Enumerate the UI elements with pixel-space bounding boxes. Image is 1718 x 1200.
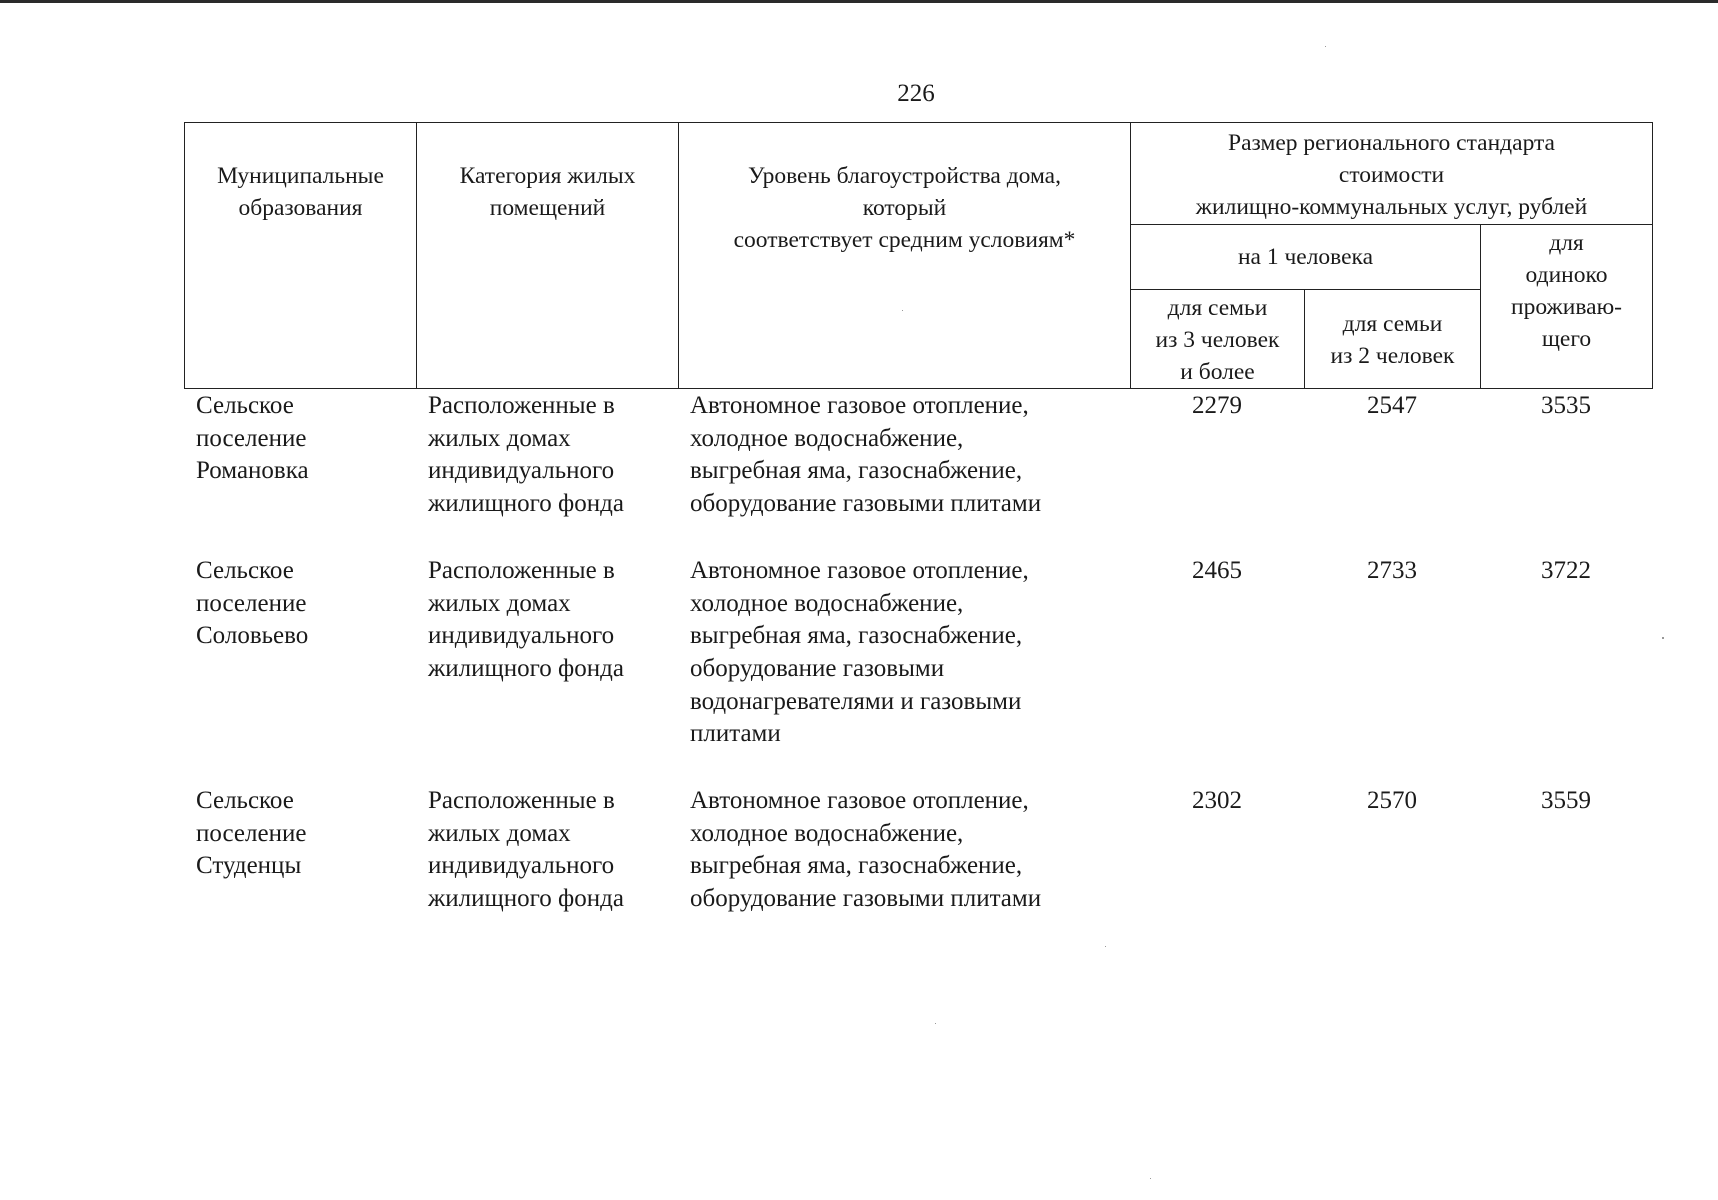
cell-category: Расположенные в жилых домах индивидуального жилищного фонда — [428, 556, 624, 682]
cell-level: Автономное газовое отопление, холодное водоснабжение, выгребная яма, газоснабжение, оборудование газовыми водонагревателями и газовыми плитами — [690, 556, 1029, 748]
cell-family-3: 2465 — [1192, 556, 1242, 584]
cell-family-2: 2547 — [1367, 392, 1417, 419]
cell-municipality: Сельское поселение Романовка — [196, 392, 309, 485]
cell-category: Расположенные в жилых домах индивидуального жилищного фонда — [428, 392, 624, 518]
page-number: 226 — [897, 80, 935, 107]
cell-category: Расположенные в жилых домах индивидуального жилищного фонда — [428, 787, 624, 913]
header-family-2: для семьи из 2 человек — [1305, 290, 1481, 389]
cell-family-2: 2733 — [1367, 556, 1417, 584]
cell-municipality: Сельское поселение Студенцы — [196, 787, 307, 880]
cell-family-3: 2279 — [1192, 392, 1242, 419]
table-row — [184, 785, 1652, 916]
scan-speck — [902, 310, 903, 311]
scan-speck — [935, 1023, 936, 1024]
header-standard: Размер регионального стандарта стоимости жилищно-коммунальных услуг, рублей — [1131, 123, 1653, 225]
table-row — [184, 390, 1652, 521]
scan-top-edge — [0, 0, 1718, 3]
cell-family-2: 2570 — [1367, 787, 1417, 815]
scan-speck — [1325, 46, 1326, 47]
cell-family-3: 2302 — [1192, 787, 1242, 815]
header-single: для одиноко проживаю- щего — [1481, 225, 1653, 389]
header-municipality: Муниципальные образования — [185, 123, 417, 389]
scan-speck — [1150, 1178, 1151, 1179]
header-family-3: для семьи из 3 человек и более — [1131, 290, 1305, 389]
scan-speck — [1105, 946, 1106, 947]
cell-level: Автономное газовое отопление, холодное водоснабжение, выгребная яма, газоснабжение, оборудование газовыми плитами — [690, 392, 1042, 518]
header-level: Уровень благоустройства дома, который соответствует средним условиям* — [679, 123, 1131, 389]
header-per-person: на 1 человека — [1131, 225, 1481, 290]
table-body — [184, 390, 1652, 916]
scan-speck — [1662, 637, 1664, 639]
header-category: Категория жилых помещений — [417, 123, 679, 389]
cell-single: 3535 — [1541, 392, 1591, 419]
cell-municipality: Сельское поселение Соловьево — [196, 556, 309, 650]
cell-single: 3559 — [1541, 787, 1591, 815]
table-header — [184, 122, 1653, 389]
table-row — [184, 555, 1652, 751]
cell-level: Автономное газовое отопление, холодное водоснабжение, выгребная яма, газоснабжение, оборудование газовыми плитами — [690, 787, 1042, 913]
cell-single: 3722 — [1541, 556, 1591, 584]
